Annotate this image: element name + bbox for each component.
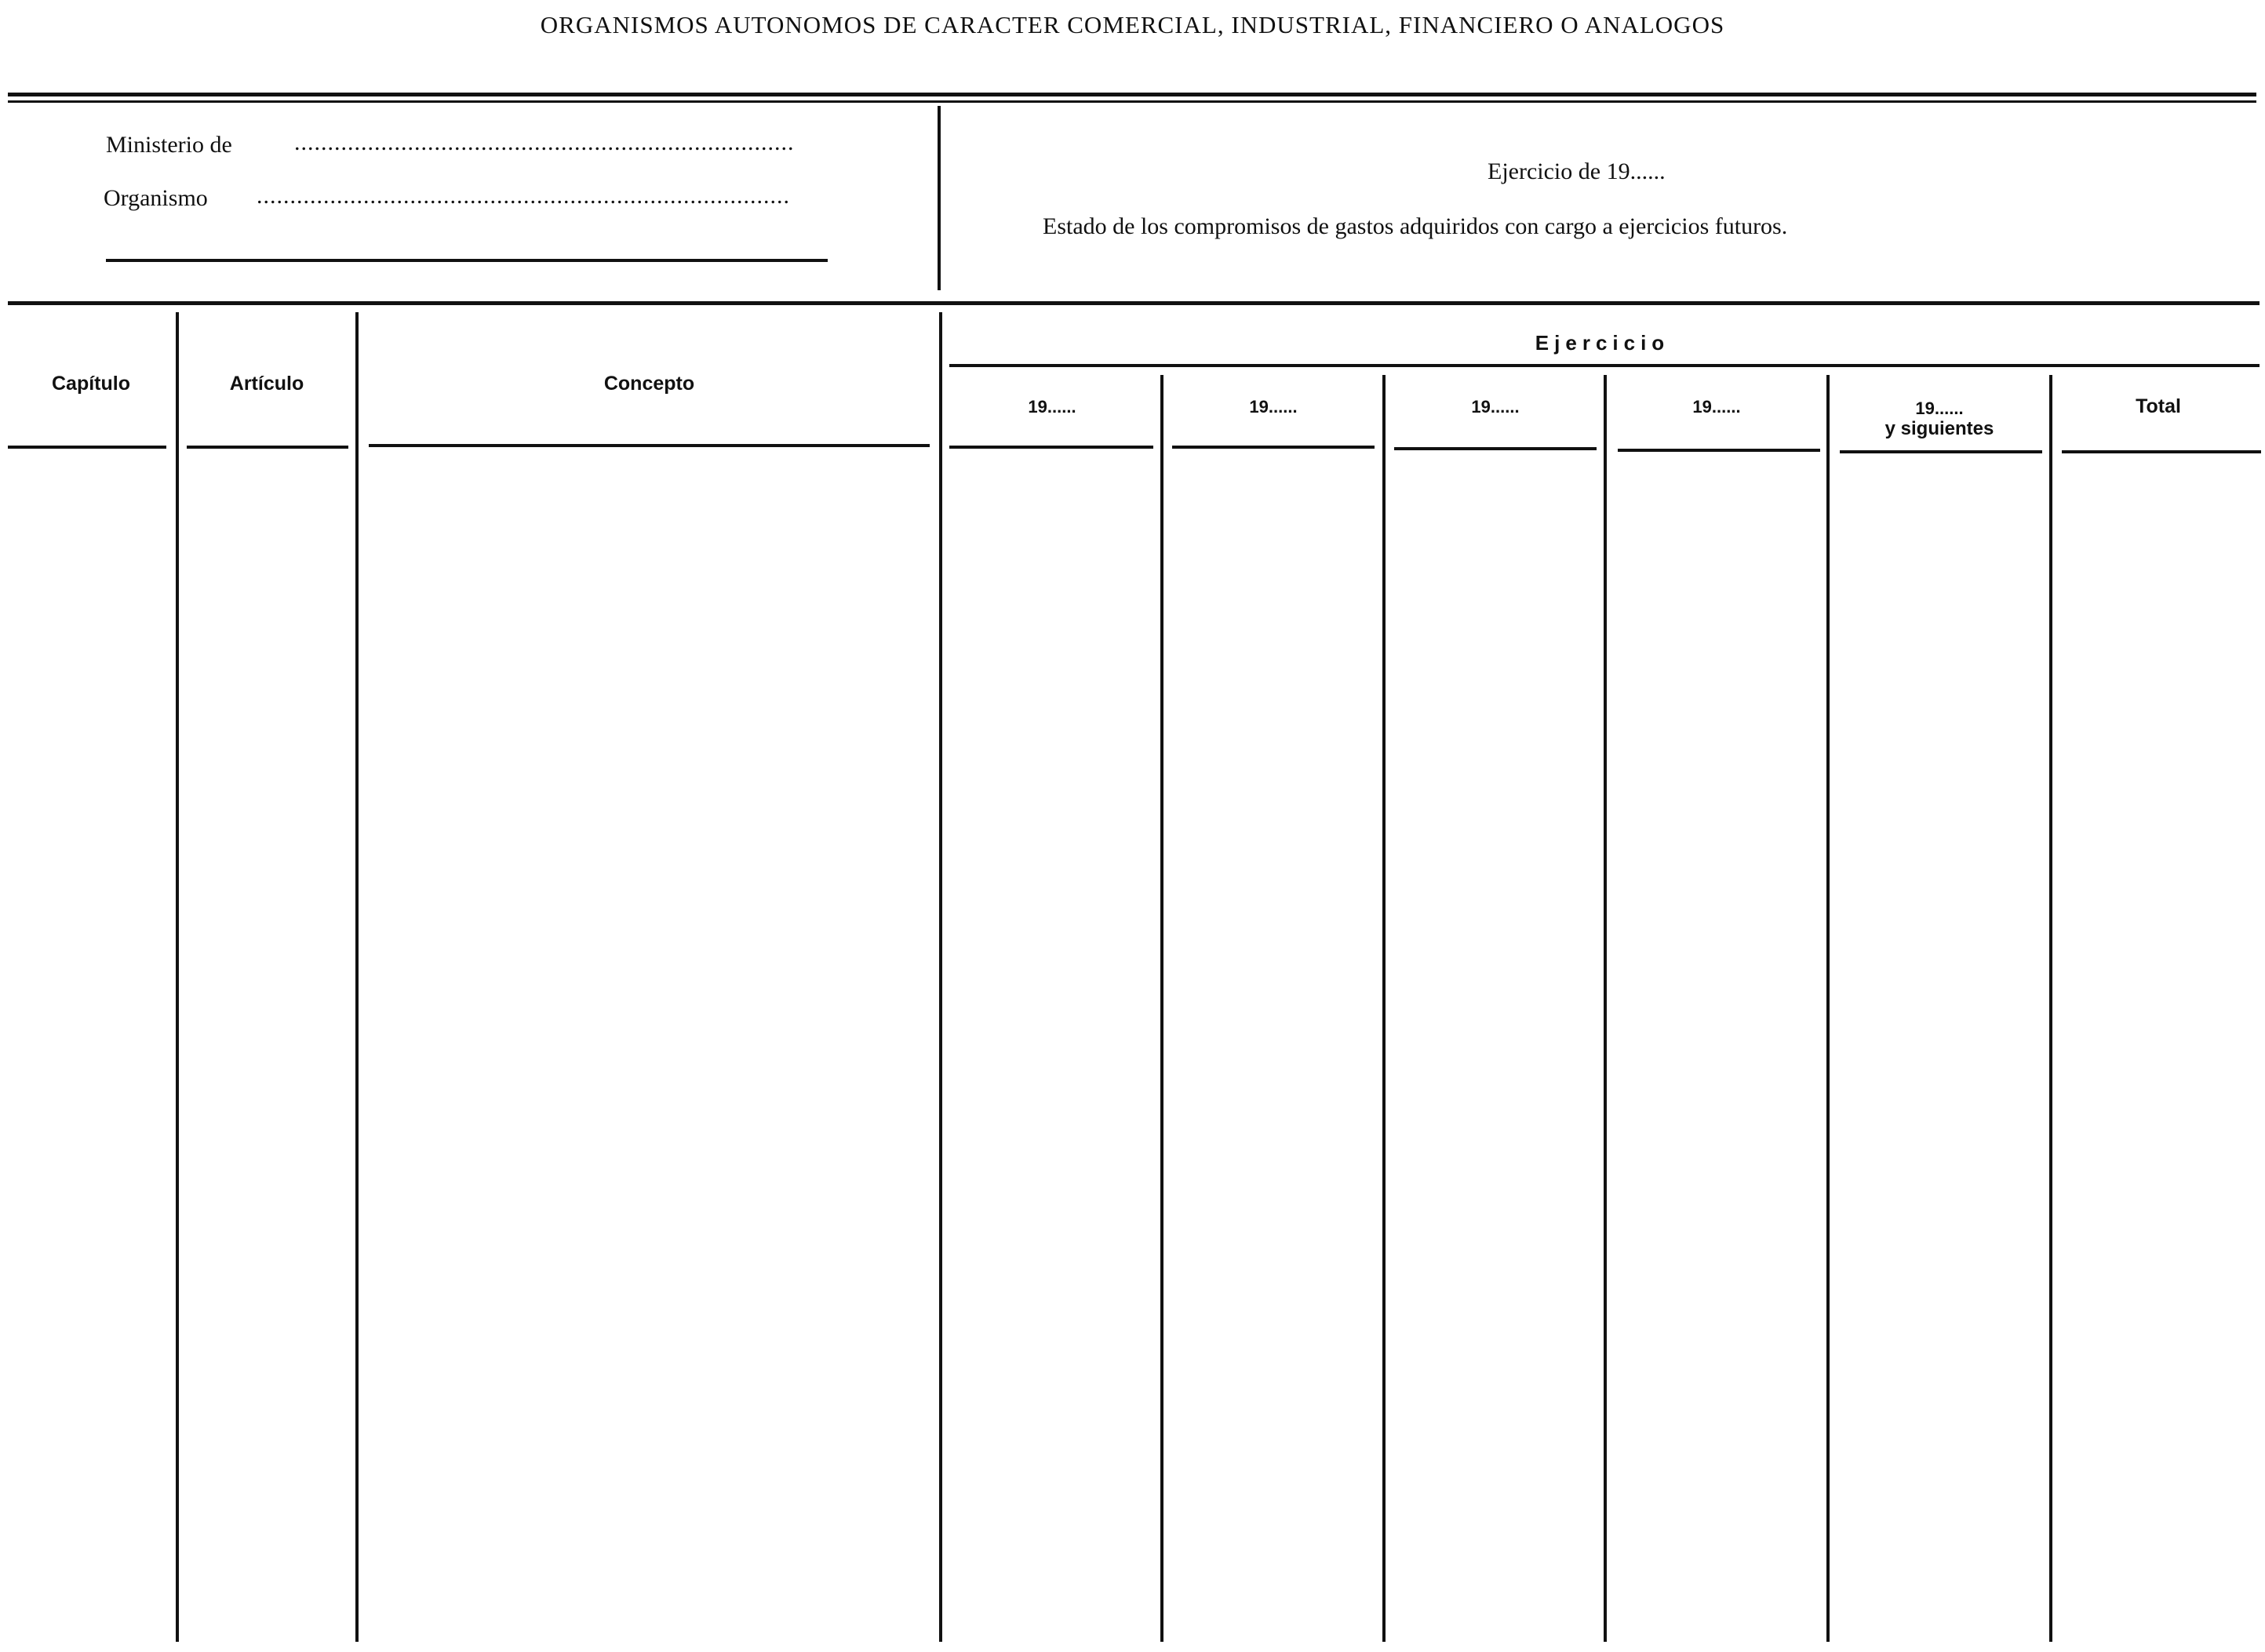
col-divider-5 (1382, 375, 1386, 1642)
col-header-year-3: 19...... (1471, 397, 1520, 417)
col-underline-year-2 (1172, 446, 1375, 449)
col-header-concepto: Concepto (603, 373, 695, 395)
col-header-year-5-bottom: y siguientes (1884, 418, 1994, 439)
col-underline-total (2062, 450, 2261, 453)
col-divider-7 (1826, 375, 1830, 1642)
page-title: ORGANISMOS AUTONOMOS DE CARACTER COMERCIAL, INDUSTRIAL, FINANCIERO O ANALOGOS (540, 11, 1725, 38)
col-header-total: Total (2136, 395, 2181, 417)
col-header-year-5 (1833, 398, 2046, 439)
organismo-label: Organismo (104, 185, 208, 211)
organismo-field[interactable]: ................................................................................ (257, 183, 790, 209)
top-rule-thick (8, 93, 2256, 96)
header-bottom-rule (8, 301, 2260, 305)
col-divider-1 (176, 312, 179, 1642)
col-underline-year-3 (1394, 447, 1597, 450)
header-divider (938, 106, 941, 290)
col-underline-articulo (187, 446, 348, 449)
col-underline-year-4 (1618, 449, 1820, 452)
col-underline-concepto (369, 444, 930, 447)
estado-description: Estado de los compromisos de gastos adquiridos con cargo a ejercicios futuros. (1043, 213, 1788, 239)
header-underline (106, 259, 828, 262)
col-header-year-2: 19...... (1249, 397, 1298, 417)
top-rule-thin (8, 100, 2256, 103)
ministerio-field[interactable]: ........................................................................... (294, 129, 795, 155)
col-underline-year-1 (949, 446, 1153, 449)
col-header-capitulo: Capítulo (52, 373, 130, 395)
ejercicio-group-header: Ejercicio (1535, 331, 1670, 355)
col-divider-2 (355, 312, 359, 1642)
ejercicio-group-rule (949, 364, 2260, 367)
col-header-year-1: 19...... (1028, 397, 1076, 417)
col-divider-6 (1604, 375, 1607, 1642)
col-divider-3 (939, 312, 942, 1642)
col-divider-8 (2049, 375, 2052, 1642)
col-underline-year-5 (1840, 450, 2042, 453)
col-header-year-4: 19...... (1692, 397, 1741, 417)
col-divider-4 (1160, 375, 1163, 1642)
col-header-year-5-top: 19...... (1915, 398, 1964, 418)
ejercicio-year-line: Ejercicio de 19...... (1488, 158, 1666, 184)
col-underline-capitulo (8, 446, 166, 449)
ministerio-label: Ministerio de (106, 132, 232, 158)
col-header-articulo: Artículo (229, 373, 304, 395)
